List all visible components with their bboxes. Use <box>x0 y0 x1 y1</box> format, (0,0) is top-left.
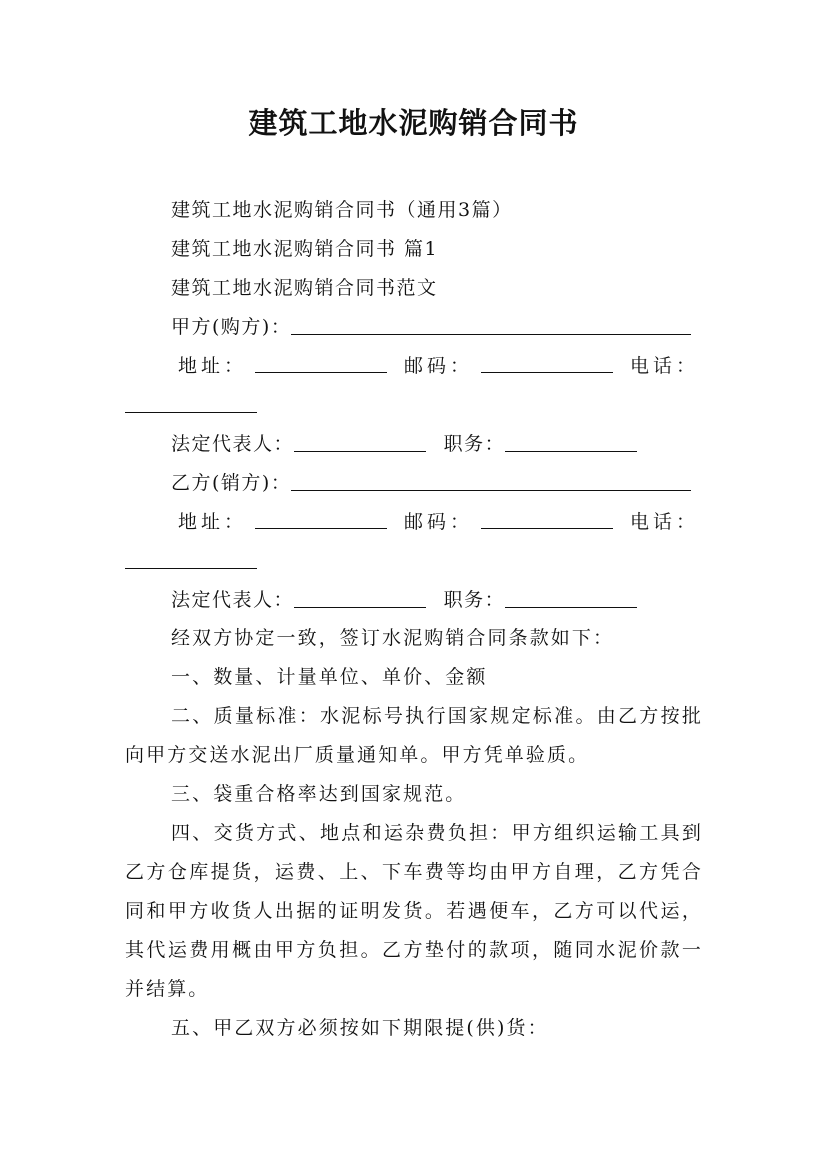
party-b-rep-label: 法定代表人： <box>171 589 295 611</box>
party-a-address-blank <box>255 352 387 373</box>
party-b-rep-blank <box>294 587 426 608</box>
party-b-postcode-label: 邮码： <box>404 511 474 533</box>
party-b-position-label: 职务： <box>443 589 506 611</box>
clause-4: 四、交货方式、地点和运杂费负担：甲方组织运输工具到乙方仓库提货，运费、上、下车费等均由甲方自理，乙方凭合同和甲方收货人出据的证明发货。若遇便车，乙方可以代运，其代运费用概由甲方负担。乙方垫付的款项，随同水泥价款一并结算。 <box>125 822 703 1000</box>
party-a-name-blank <box>291 314 691 335</box>
party-b-position-blank <box>505 587 637 608</box>
party-b-rep-line <box>171 586 705 614</box>
subtitle-part: 建筑工地水泥购销合同书 篇1 <box>171 238 439 260</box>
party-b-line <box>171 469 705 497</box>
subtitle-sample: 建筑工地水泥购销合同书范文 <box>171 277 438 299</box>
document-title: 建筑工地水泥购销合同书 <box>248 106 579 140</box>
party-a-postcode-label: 邮码： <box>404 355 474 377</box>
party-b-phone-label: 电话： <box>630 511 700 533</box>
subtitle-general: 建筑工地水泥购销合同书（通用3篇） <box>171 199 513 221</box>
party-b-phone-line <box>125 547 705 575</box>
clause-intro: 经双方协定一致，签订水泥购销合同条款如下： <box>171 627 615 649</box>
party-a-phone-line <box>125 391 705 419</box>
party-a-line <box>171 313 705 341</box>
clause-1: 一、数量、计量单位、单价、金额 <box>171 666 488 688</box>
clause-2: 二、质量标准：水泥标号执行国家规定标准。由乙方按批向甲方交送水泥出厂质量通知单。甲方凭单验质。 <box>125 705 703 766</box>
party-a-rep-label: 法定代表人： <box>171 433 295 455</box>
party-a-phone-blank <box>125 392 257 413</box>
party-a-rep-line <box>171 430 705 458</box>
clause-3: 三、袋重合格率达到国家规范。 <box>171 783 467 805</box>
party-a-postcode-blank <box>481 352 613 373</box>
party-a-position-label: 职务： <box>443 433 506 455</box>
party-b-phone-blank <box>125 548 257 569</box>
party-b-address-label: 地址： <box>178 511 248 533</box>
party-b-name-blank <box>291 470 691 491</box>
party-a-label: 甲方(购方)： <box>171 316 292 338</box>
party-a-address-label: 地址： <box>178 355 248 377</box>
clause-5: 五、甲乙双方必须按如下期限提(供)货： <box>171 1017 549 1039</box>
party-a-position-blank <box>505 431 637 452</box>
party-b-label: 乙方(销方)： <box>171 472 292 494</box>
party-a-rep-blank <box>294 431 426 452</box>
party-b-postcode-blank <box>481 508 613 529</box>
party-b-address-blank <box>255 508 387 529</box>
party-a-phone-label: 电话： <box>630 355 700 377</box>
